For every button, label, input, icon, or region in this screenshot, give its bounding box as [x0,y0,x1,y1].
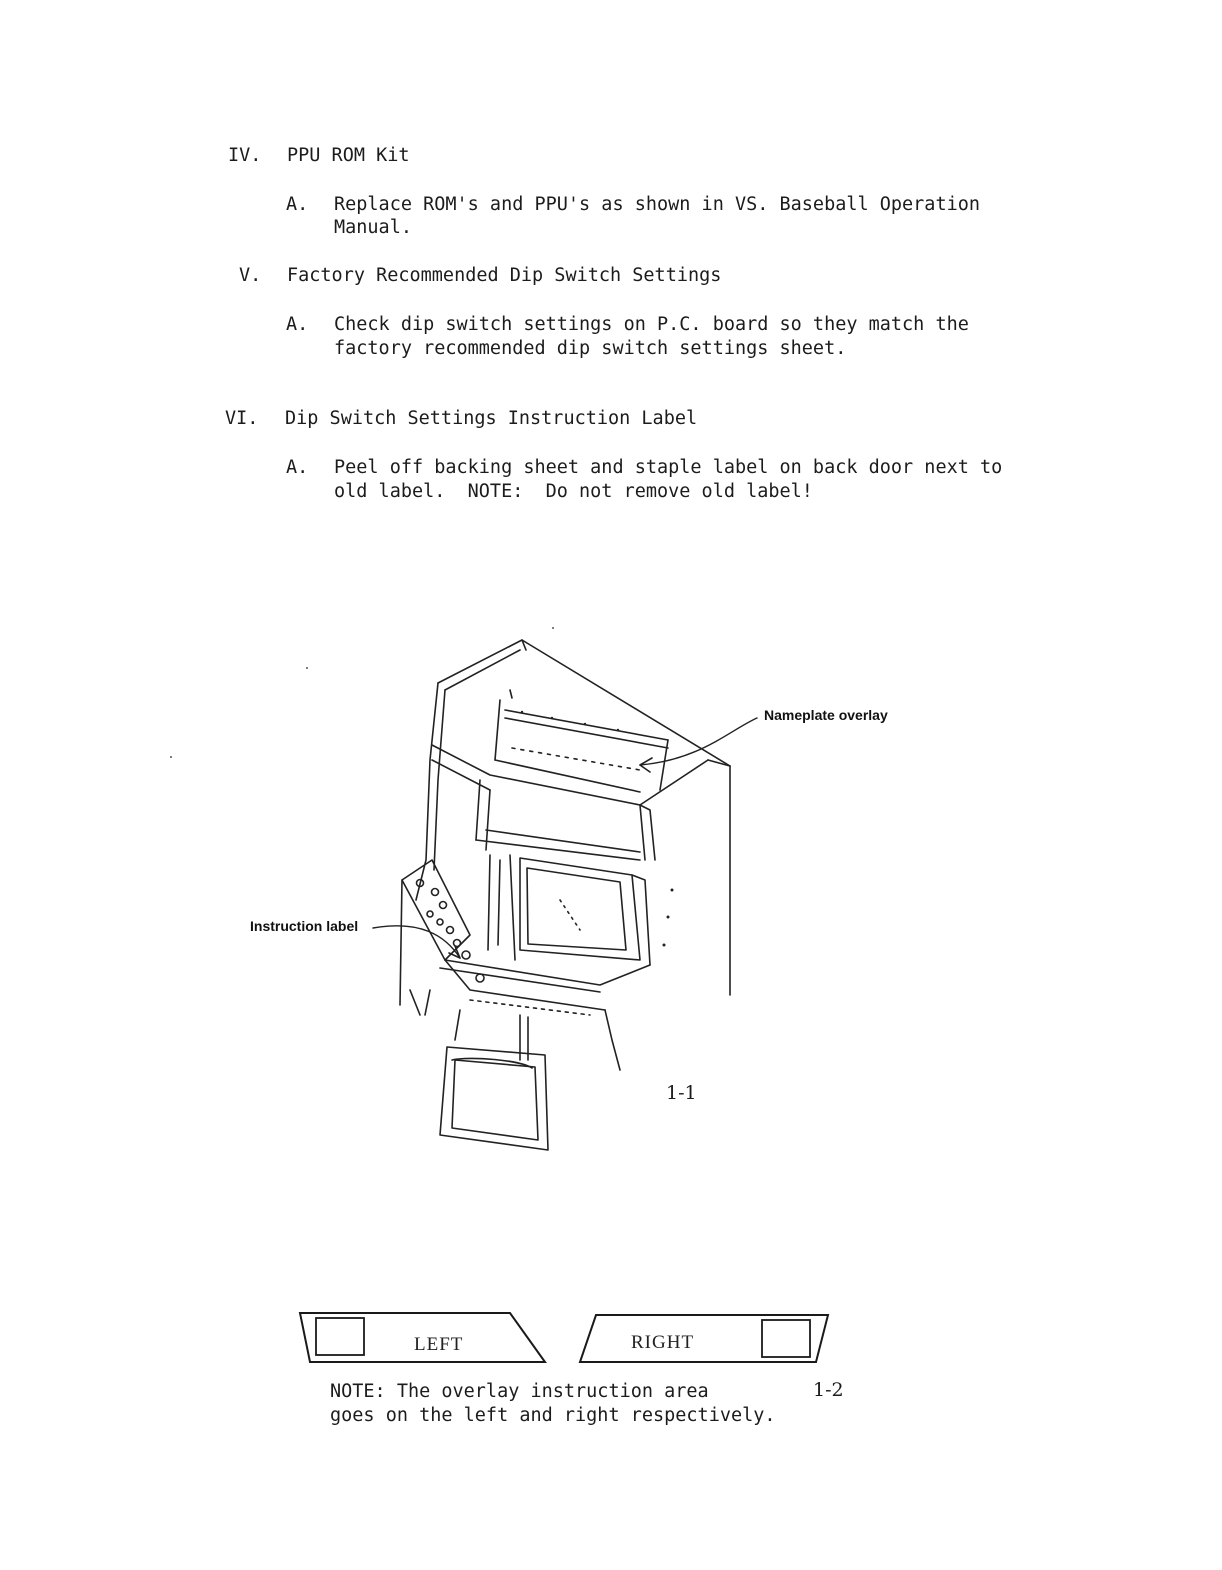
section-vi-item-a-line1: Peel off backing sheet and staple label on back door next to [334,457,1003,478]
figure-1-1-number: 1-1 [666,1082,697,1104]
right-overlay-strip [580,1315,828,1362]
section-iv-numeral: IV. [228,145,262,166]
overlay-note-line1: NOTE: The overlay instruction area [330,1381,709,1402]
figure-1-2-number: 1-2 [813,1379,844,1401]
section-v-title: Factory Recommended Dip Switch Settings [287,265,722,286]
section-vi-item-a-line2: old label. NOTE: Do not remove old label! [334,481,813,502]
left-instruction-box [316,1318,364,1355]
nameplate-overlay-callout: Nameplate overlay [764,707,888,723]
overlay-note-line2: goes on the left and right respectively. [330,1405,776,1426]
section-vi-numeral: VI. [225,408,259,429]
section-v-item-a-line2: factory recommended dip switch settings sheet. [334,338,847,359]
section-v-item-a-letter: A. [286,314,309,335]
section-iv-title: PPU ROM Kit [287,145,410,166]
section-iv-item-a-line1: Replace ROM's and PPU's as shown in VS. Baseball Operation [334,194,981,215]
section-vi-item-a-letter: A. [286,457,309,478]
section-vi-title: Dip Switch Settings Instruction Label [285,408,698,429]
section-iv-item-a-line2: Manual. [334,217,412,238]
right-instruction-box [762,1320,810,1357]
section-v-item-a-line1: Check dip switch settings on P.C. board so they match the [334,314,969,335]
instruction-label-callout: Instruction label [250,918,359,934]
section-iv-item-a-letter: A. [286,194,309,215]
right-overlay-label: RIGHT [631,1332,695,1353]
section-v-numeral: V. [239,265,262,286]
left-overlay-label: LEFT [414,1334,464,1355]
